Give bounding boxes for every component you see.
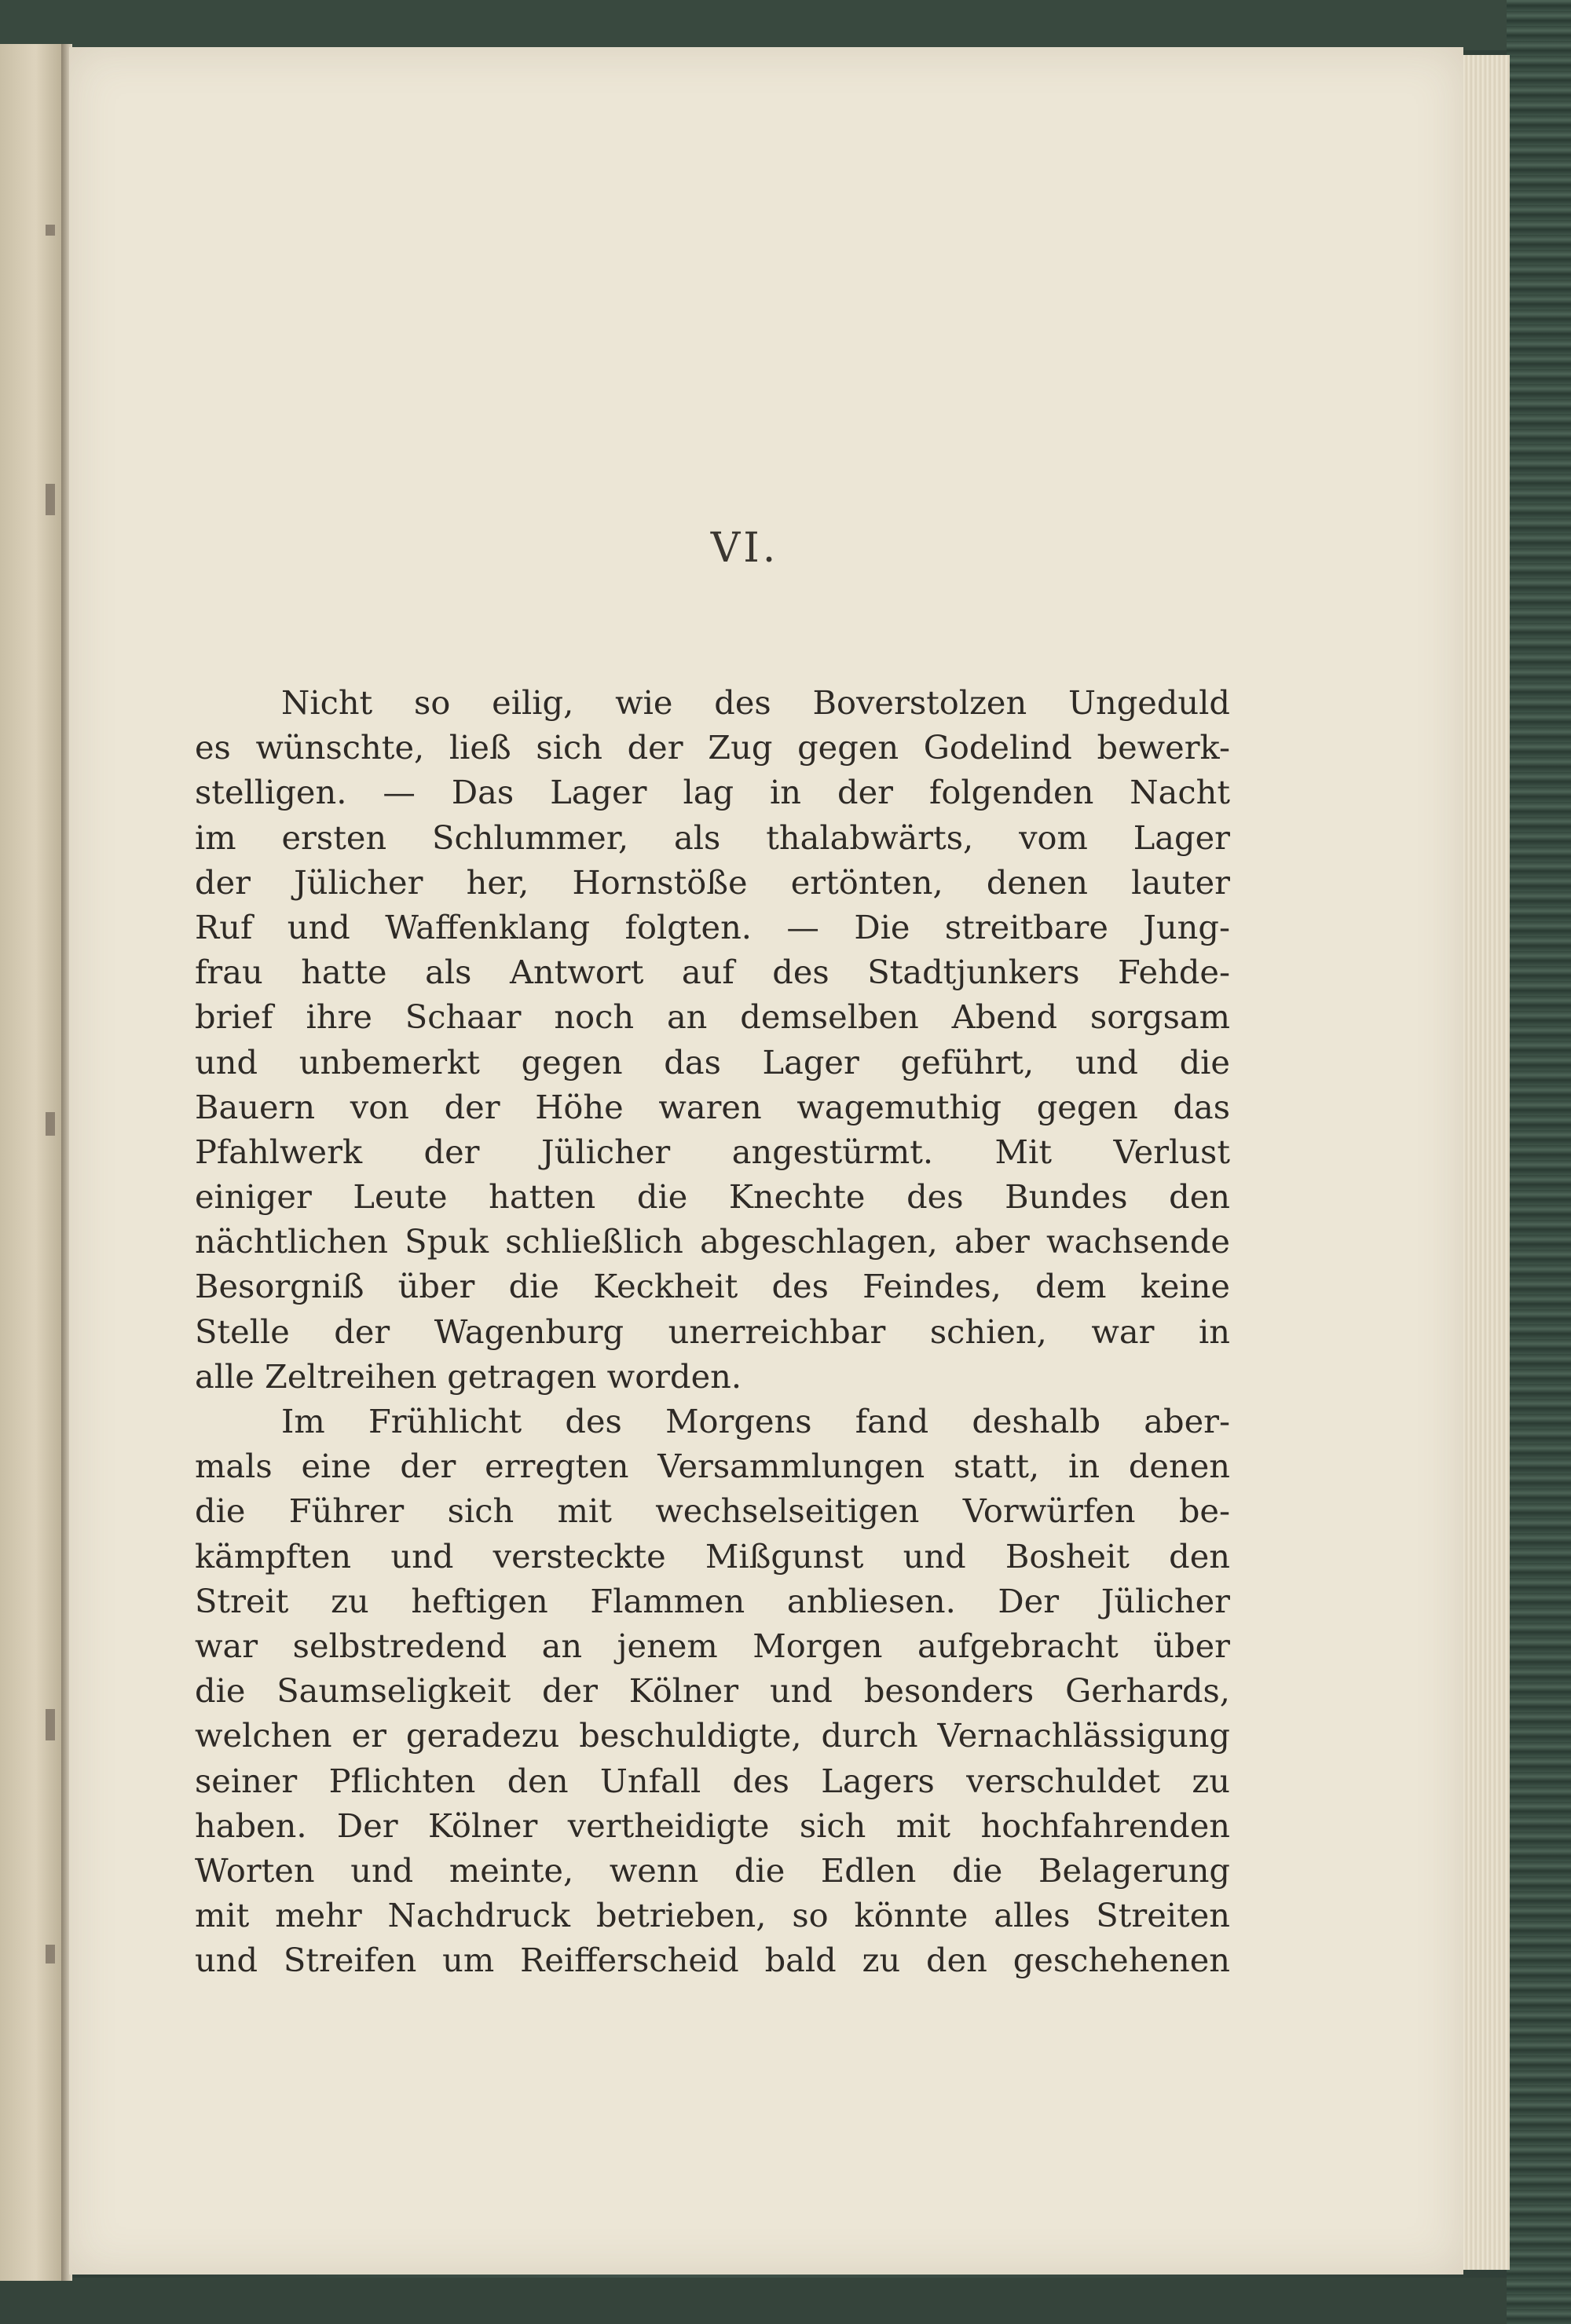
text-line: seiner Pflichten den Unfall des Lagers verschuldet zu	[195, 1761, 1230, 1800]
text-line: Besorgniß über die Keckheit des Feindes, dem keine	[195, 1267, 1230, 1306]
page-mark	[46, 484, 55, 515]
text-line: Stelle der Wagenburg unerreichbar schien, war in	[195, 1312, 1230, 1351]
page-mark	[46, 1709, 55, 1740]
text-line: mals eine der erregten Versammlungen statt, in denen	[195, 1447, 1230, 1486]
book-cover-bottom	[0, 2278, 1571, 2324]
text-line: und unbemerkt gegen das Lager geführt, und die	[195, 1042, 1230, 1081]
text-line: haben. Der Kölner vertheidigte sich mit hochfahrenden	[195, 1806, 1230, 1845]
text-line: einiger Leute hatten die Knechte des Bundes den	[195, 1177, 1230, 1217]
page-mark	[46, 1945, 55, 1964]
text-line: Worten und meinte, wenn die Edlen die Belagerung	[195, 1850, 1230, 1890]
text-line: die Führer sich mit wechselseitigen Vorwürfen be-	[195, 1491, 1230, 1531]
page-mark	[46, 225, 55, 236]
text-line: und Streifen um Reifferscheid bald zu den geschehenen	[195, 1941, 1230, 1980]
chapter-heading: VI.	[710, 525, 779, 572]
body-text	[195, 680, 1230, 1982]
text-line: war selbstredend an jenem Morgen aufgebracht über	[195, 1626, 1230, 1665]
text-line: es wünschte, ließ sich der Zug gegen Godelind bewerk-	[195, 728, 1230, 767]
text-line: kämpften und versteckte Mißgunst und Bosheit den	[195, 1536, 1230, 1576]
text-line: nächtlichen Spuk schließlich abgeschlagen, aber wachsende	[195, 1222, 1230, 1261]
text-line: Streit zu heftigen Flammen anbliesen. Der Jülicher	[195, 1581, 1230, 1620]
text-line: mit mehr Nachdruck betrieben, so könnte alles Streiten	[195, 1896, 1230, 1935]
text-line: frau hatte als Antwort auf des Stadtjunkers Fehde-	[195, 953, 1230, 992]
text-line: brief ihre Schaar noch an demselben Abend sorgsam	[195, 997, 1230, 1037]
text-line: stelligen. — Das Lager lag in der folgenden Nacht	[195, 773, 1230, 812]
book-page	[69, 47, 1463, 2275]
book-cover-top	[0, 0, 1571, 50]
text-line: Pfahlwerk der Jülicher angestürmt. Mit Verlust	[195, 1132, 1230, 1171]
text-line: Bauern von der Höhe waren wagemuthig gegen das	[195, 1087, 1230, 1126]
text-line: Ruf und Waffenklang folgten. — Die streitbare Jung-	[195, 907, 1230, 946]
text-line: Im Frühlicht des Morgens fand deshalb aber-	[281, 1402, 1230, 1440]
page-mark	[46, 1112, 55, 1136]
text-line: im ersten Schlummer, als thalabwärts, vom Lager	[195, 818, 1230, 857]
text-line: die Saumseligkeit der Kölner und besonders Gerhards,	[195, 1671, 1230, 1711]
previous-page-edge	[0, 44, 64, 2281]
book-cover-right	[1507, 0, 1571, 2324]
text-line: alle Zeltreihen getragen worden.	[195, 1356, 742, 1396]
text-line: welchen er geradezu beschuldigte, durch Vernachlässigung	[195, 1716, 1230, 1755]
text-line: der Jülicher her, Hornstöße ertönten, denen lauter	[195, 862, 1230, 902]
text-line: Nicht so eilig, wie des Boverstolzen Ungeduld	[281, 683, 1230, 722]
